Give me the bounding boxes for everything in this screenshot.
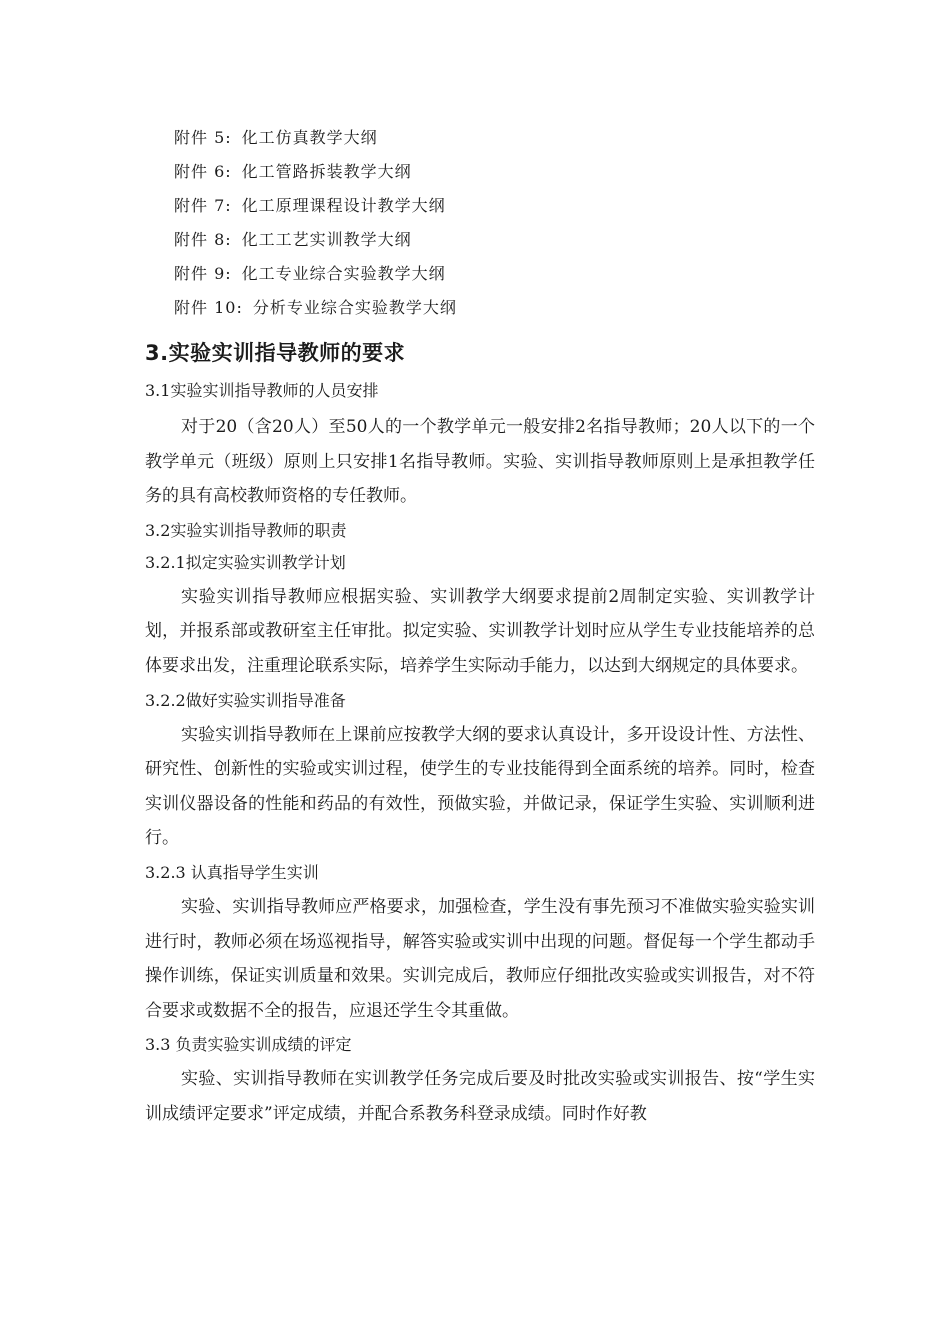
attachment-label: 附件 7:: [174, 196, 232, 215]
attachment-item: [174, 294, 457, 328]
attachment-title: 化工工艺实训教学大纲: [241, 230, 412, 249]
subsection-heading-3-1: 3.1实验实训指导教师的人员安排: [145, 381, 379, 400]
attachment-label: 附件 9:: [174, 264, 232, 283]
subsection-heading-3-3: 3.3 负责实验实训成绩的评定: [145, 1035, 352, 1055]
attachment-label: 附件 10:: [174, 298, 243, 317]
attachment-title: 化工专业综合实验教学大纲: [241, 264, 446, 283]
attachment-title: 化工原理课程设计教学大纲: [241, 196, 446, 215]
attachment-label: 附件 5:: [174, 128, 232, 147]
paragraph-3-2-3: 实验、实训指导教师应严格要求，加强检查，学生没有事先预习不准做实验实验实训进行时，教师必须在场巡视指导，解答实验或实训中出现的问题。督促每一个学生都动手操作训练，保证实训质量和效果。实训完成后，教师应仔细批改实验或实训报告，对不符合要求或数据不全的报告，应退还学生令其重做。: [145, 896, 815, 1021]
attachment-item: [174, 124, 457, 158]
subsection-heading-3-2-1: 3.2.1拟定实验实训教学计划: [145, 552, 346, 572]
attachment-title: 化工管路拆装教学大纲: [241, 162, 412, 181]
paragraph-3-1: 对于20（含20人）至50人的一个教学单元一般安排2名指导教师；20人以下的一个教学单元（班级）原则上只安排1名指导教师。实验、实训指导教师原则上是承担教学任务的具有高校教师资格的专任教师。: [145, 417, 815, 507]
attachment-item: [174, 260, 457, 294]
attachment-title: 分析专业综合实验教学大纲: [252, 298, 457, 317]
section-heading: 3.实验实训指导教师的要求: [145, 341, 406, 365]
section-3: [145, 336, 815, 1134]
subsection-heading-3-2: 3.2实验实训指导教师的职责: [145, 520, 347, 540]
attachment-label: 附件 6:: [174, 162, 232, 181]
subsection-heading-3-2-3: 3.2.3 认真指导学生实训: [145, 862, 319, 882]
attachment-label: 附件 8:: [174, 230, 232, 249]
attachment-title: 化工仿真教学大纲: [241, 128, 378, 147]
attachment-item: [174, 226, 457, 260]
attachment-item: [174, 158, 457, 192]
attachment-list: [174, 124, 457, 328]
subsection-heading-3-2-2: 3.2.2做好实验实训指导准备: [145, 690, 346, 710]
attachment-item: [174, 192, 457, 226]
paragraph-3-2-1: 实验实训指导教师应根据实验、实训教学大纲要求提前2周制定实验、实训教学计划，并报系部或教研室主任审批。拟定实验、实训教学计划时应从学生专业技能培养的总体要求出发，注重理论联系实际，培养学生实际动手能力，以达到大纲规定的具体要求。: [145, 586, 815, 676]
paragraph-3-3: 实验、实训指导教师在实训教学任务完成后要及时批改实验或实训报告、按“学生实训成绩评定要求”评定成绩，并配合系教务科登录成绩。同时作好教: [145, 1069, 815, 1124]
paragraph-3-2-2: 实验实训指导教师在上课前应按教学大纲的要求认真设计，多开设设计性、方法性、研究性、创新性的实验或实训过程，使学生的专业技能得到全面系统的培养。同时，检查实训仪器设备的性能和药品的有效性，预做实验，并做记录，保证学生实验、实训顺利进行。: [145, 724, 815, 849]
